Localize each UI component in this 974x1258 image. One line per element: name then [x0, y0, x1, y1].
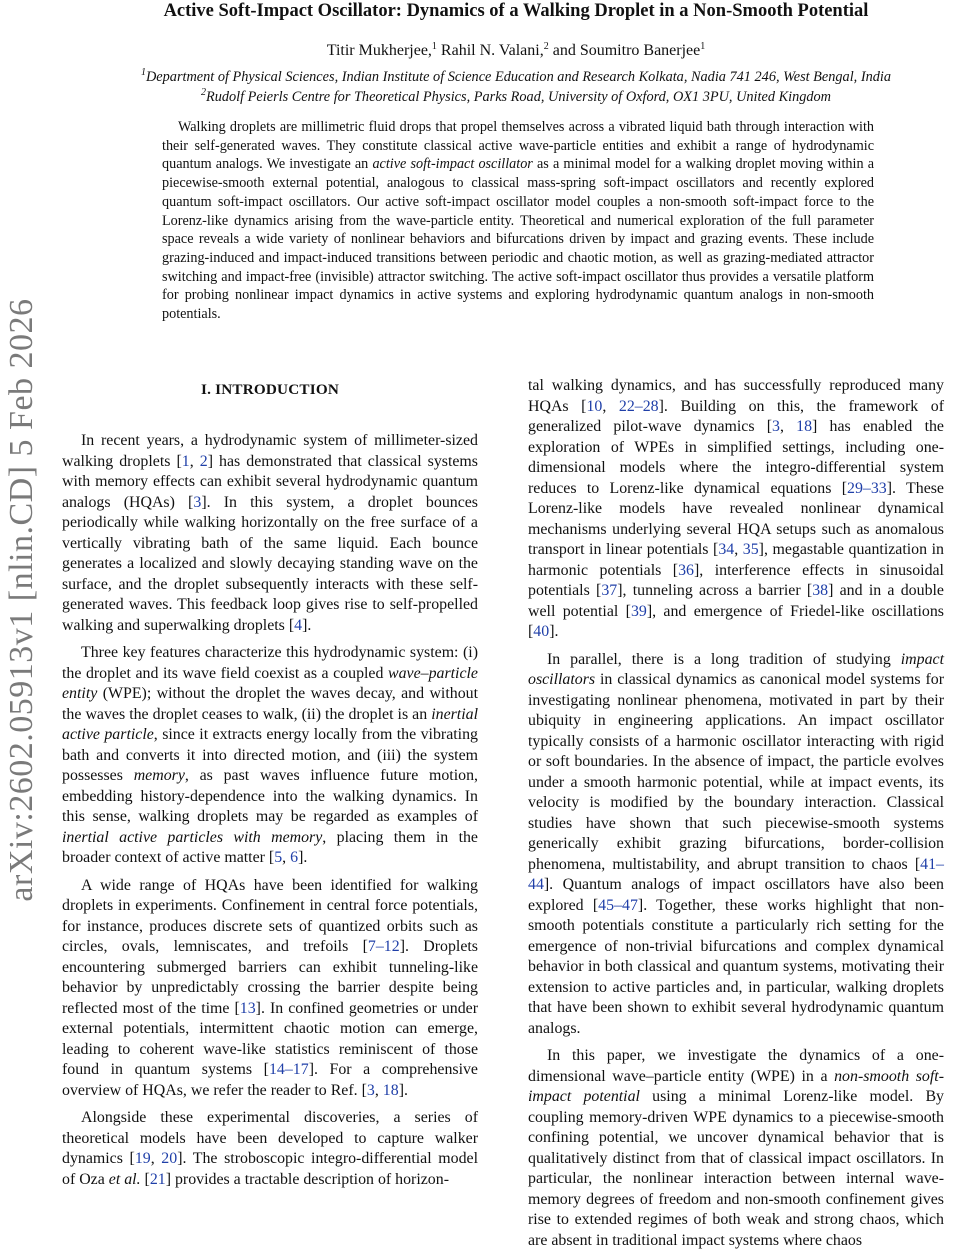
author-name: Titir Mukherjee, — [326, 42, 432, 59]
text-run: In parallel, there is a long tradition of studying — [547, 650, 901, 668]
citation-link[interactable]: 21 — [149, 1170, 166, 1188]
paragraph — [62, 431, 478, 636]
text-run: In this paper, we investigate the dynamics of a one-dimensional wave–particle entity (WPE) in a — [528, 1047, 944, 1085]
paragraph — [528, 650, 944, 1040]
text-run: , since it extracts energy locally from the vibrating bath and converts it into directed motion, and (iii) the system possesses — [62, 726, 478, 784]
text-run: ], interference effects in sinusoidal potentials [ — [528, 561, 944, 599]
text-run: ]. The stroboscopic integro-differential model of Oza — [62, 1150, 478, 1188]
emphasis: inertial active particle — [62, 705, 478, 743]
citation-link[interactable]: 29–33 — [847, 479, 887, 497]
paragraph — [62, 876, 478, 1102]
arxiv-identifier: arXiv:2602.05913v1 [nlin.CD] 5 Feb 2026 — [3, 298, 40, 902]
affiliation-text: Rudolf Peierls Centre for Theoretical Physics, Parks Road, University of Oxford, OX1 3PU, United Kingdom — [205, 89, 831, 105]
text-run: , — [282, 849, 291, 866]
text-run: ]. Building on this, the framework of generalized pilot-wave dynamics [ — [528, 397, 944, 435]
text-run: ]. For a comprehensive overview of HQAs, we refer the reader to Ref. [ — [62, 1061, 478, 1099]
text-run: , — [734, 541, 743, 558]
citation-link[interactable]: 1 — [181, 452, 190, 470]
text-run: ]. Droplets encountering submerged barriers can exhibit tunneling-like behavior by unpredictably crossing the barrier despite being reflected most of the time [ — [62, 938, 478, 1017]
abstract-emphasis: active soft-impact oscillator — [372, 156, 533, 173]
text-run: ], tunneling across a barrier [ — [617, 582, 813, 599]
author-list — [58, 41, 974, 61]
paragraph — [528, 376, 944, 643]
citation-link[interactable]: 3 — [193, 493, 202, 511]
citation-link[interactable]: 36 — [678, 561, 694, 579]
text-run: ]. — [398, 1081, 408, 1099]
text-run: In recent years, a hydrodynamic system of millimeter-sized walking droplets [ — [62, 432, 478, 470]
citation-link[interactable]: 7–12 — [367, 938, 400, 955]
text-run: , placing them in the broader context of active matter [ — [62, 828, 478, 866]
emphasis: et al. — [108, 1170, 141, 1188]
text-run: , — [189, 452, 200, 470]
text-run: ]. — [549, 623, 559, 640]
affiliation-mark: 2 — [200, 87, 206, 98]
citation-link[interactable]: 38 — [812, 582, 829, 599]
text-run: in classical dynamics as canonical model systems for investigating nonlinear phenomena, motivated in part by their ubiquity in engineering applications. An impact oscillator typically consists of a harmonic oscillator interacting with rigid or soft boundaries. In the absence of impact, the particle evolves under a smooth harmonic potential, while at impact events, its velocity is modified by the boundary interaction. Classical studies have shown that such piecewise-smooth systems generically exhibit grazing bifurcations, border-collision phenomena, multistability, and abrupt transition to chaos [ — [528, 671, 944, 873]
text-run: ]. Quantum analogs of impact oscillators have also been explored [ — [528, 876, 944, 914]
left-column — [62, 373, 478, 1197]
citation-link[interactable]: 20 — [161, 1150, 178, 1167]
text-run: , as past waves influence future motion, embedding history-dependence into the walking dynamics. In this sense, walking droplets may be regarded as examples of — [62, 767, 479, 825]
right-column — [528, 376, 944, 1258]
emphasis: wave–particle entity — [62, 664, 478, 702]
emphasis: impact oscillators — [528, 650, 944, 688]
citation-link[interactable]: 5 — [274, 849, 283, 866]
citation-link[interactable]: 18 — [382, 1081, 399, 1099]
citation-link[interactable]: 18 — [796, 418, 813, 435]
author-name: Rahil N. Valani, — [440, 42, 544, 59]
text-run: ], and emergence of Friedel-like oscillations [ — [528, 602, 944, 640]
abstract-text: Walking droplets are millimetric fluid drops that propel themselves across a vibrated liquid bath through interaction with their self-generated waves. They constitute classical active wave-particle entities and exhibit a range of hydrodynamic quantum analogs. We investigate an — [162, 119, 874, 173]
text-run: ] provides a tractable description of horizon- — [165, 1170, 449, 1188]
affiliation — [58, 68, 974, 87]
citation-link[interactable]: 10 — [586, 397, 603, 415]
citation-link[interactable]: 13 — [239, 999, 256, 1017]
text-run: [ — [140, 1170, 150, 1188]
text-run: ]. — [302, 616, 312, 634]
paper-title: Active Soft-Impact Oscillator: Dynamics of a Walking Droplet in a Non-Smooth Potential — [163, 1, 869, 21]
citation-link[interactable]: 37 — [601, 582, 618, 599]
affiliation-mark: 1 — [140, 67, 146, 78]
citation-link[interactable]: 14–17 — [268, 1061, 309, 1078]
emphasis: memory — [133, 767, 185, 784]
citation-link[interactable]: 19 — [134, 1150, 151, 1167]
arxiv-sidebar — [0, 0, 44, 1200]
citation-link[interactable]: 22–28 — [618, 397, 659, 415]
abstract — [162, 118, 874, 324]
citation-link[interactable]: 6 — [290, 849, 299, 866]
text-run: ] and in a double well potential [ — [528, 582, 944, 620]
text-run: , — [779, 418, 797, 435]
citation-link[interactable]: 3 — [772, 418, 780, 435]
text-run: using a minimal Lorenz-like model. By coupling memory-driven WPE dynamics to a piecewise-smooth confining potential, we uncover dynamical behavior that is qualitatively distinct from that of classical impact oscillators. In particular, the nonlinear interaction between internal wave-memory degrees of freedom and non-smooth confinement gives rise to extended regimes of both weak and strong chaos, which are absent in traditional impact systems where chaos — [528, 1088, 944, 1249]
citation-link[interactable]: 2 — [199, 452, 208, 470]
paragraph — [528, 1046, 944, 1251]
text-run: ] has demonstrated that classical systems with memory effects can exhibit several hydrodynamic quantum analogs (HQAs) [ — [62, 452, 478, 511]
citation-link[interactable]: 39 — [630, 602, 647, 620]
text-run: ] has enabled the exploration of WPEs in simplified settings, including one-dimensional models where the integro-differential system reduces to Lorenz-like dynamical equations [ — [528, 418, 944, 497]
text-run: ]. In confined geometries or under external potentials, intermittent chaotic motion can emerge, leading to coherent wave-like statistics reminiscent of those found in quantum systems [ — [62, 999, 479, 1078]
abstract-text: as a minimal model for a walking droplet moving within a piecewise-smooth external potential, analogous to classical mass-spring soft-impact oscillators and recently explored quantum soft-impact oscillators. Our active soft-impact oscillator model couples a non-smooth soft-impact force to the Lorenz-like dynamics arising from the wave-particle entity. Theoretical and numerical exploration of the full parameter space reveals a wide variety of nonlinear behaviors and bifurcations driven by impact and grazing events. These include grazing-induced and impact-induced transitions between periodic and chaotic motion, as well as grazing-mediated attractor switching and impact-free (invisible) attractor switching. The active soft-impact oscillator thus provides a versatile platform for probing nonlinear impact dynamics in active systems and exploring hydrodynamic quantum analogs in non-smooth potentials. — [162, 156, 875, 323]
text-run: ]. These Lorenz-like models have revealed nonlinear dynamical mechanisms underlying several HQA setups such as anomalous transport in linear potentials [ — [528, 479, 944, 558]
text-run: , — [602, 397, 619, 415]
citation-link[interactable]: 4 — [294, 616, 303, 634]
citation-link[interactable]: 45–47 — [598, 896, 638, 914]
text-run: Three key features characterize this hydrodynamic system: (i) the droplet and its wave field coexist as a coupled — [62, 644, 478, 682]
text-run: (WPE); without the droplet the waves decay, and without the waves the droplet ceases to walk, (ii) the droplet is an — [62, 685, 478, 723]
text-run: A wide range of HQAs have been identified for walking droplets in experiments. Confinement in central force potentials, for instance, produces discrete sets of quantized orbits such as circles, ovals, lemniscates, and trefoils [ — [62, 876, 478, 955]
text-run: ]. — [298, 849, 308, 866]
author-affil-mark: 2 — [543, 41, 549, 52]
author-affil-mark: 1 — [431, 41, 437, 52]
citation-link[interactable]: 35 — [742, 541, 759, 558]
citation-link[interactable]: 34 — [718, 541, 735, 558]
citation-link[interactable]: 3 — [366, 1081, 375, 1099]
affiliation-text: Department of Physical Sciences, Indian Institute of Science Education and Research Kolkata, Nadia 741 246, West Bengal, India — [145, 69, 891, 85]
paragraph — [62, 1108, 478, 1190]
text-run: Alongside these experimental discoveries, a series of theoretical models have been developed to capture walker dynamics [ — [62, 1109, 478, 1167]
text-run: , — [374, 1081, 383, 1099]
author-name: and Soumitro Banerjee — [552, 42, 701, 59]
citation-link[interactable]: 41–44 — [528, 855, 944, 893]
author-affil-mark: 1 — [700, 41, 706, 52]
section-heading: I. INTRODUCTION — [200, 381, 340, 398]
text-run: ], megastable quantization in harmonic potentials [ — [528, 541, 944, 579]
paper-page — [58, 0, 974, 1249]
emphasis: non-smooth soft-impact potential — [528, 1067, 944, 1105]
affiliation — [58, 88, 974, 107]
citation-link[interactable]: 40 — [533, 623, 550, 640]
text-run: , — [150, 1150, 162, 1167]
text-run: ]. In this system, a droplet bounces periodically while walking horizontally on the free surface of a vertically vibrating bath of the same liquid. Each bounce generates a localized and slowly decaying standing wave on the surface, and the droplet subsequently interacts with these self-generated waves. This feedback loop gives rise to self-propelled walking and superwalking droplets [ — [62, 493, 478, 634]
paragraph — [62, 643, 478, 869]
emphasis: inertial active particles with memory — [62, 828, 323, 846]
text-run: tal walking dynamics, and has successfully reproduced many HQAs [ — [528, 377, 944, 415]
text-run: ]. Together, these works highlight that non-smooth potentials constitute a particularly rich setting for the emergence of non-trivial bifurcations and complex dynamical behavior in both classical and quantum systems, motivating their extension to active particles and, in particular, walking droplets that have been shown to exhibit several hydrodynamic quantum analogs. — [528, 896, 944, 1037]
